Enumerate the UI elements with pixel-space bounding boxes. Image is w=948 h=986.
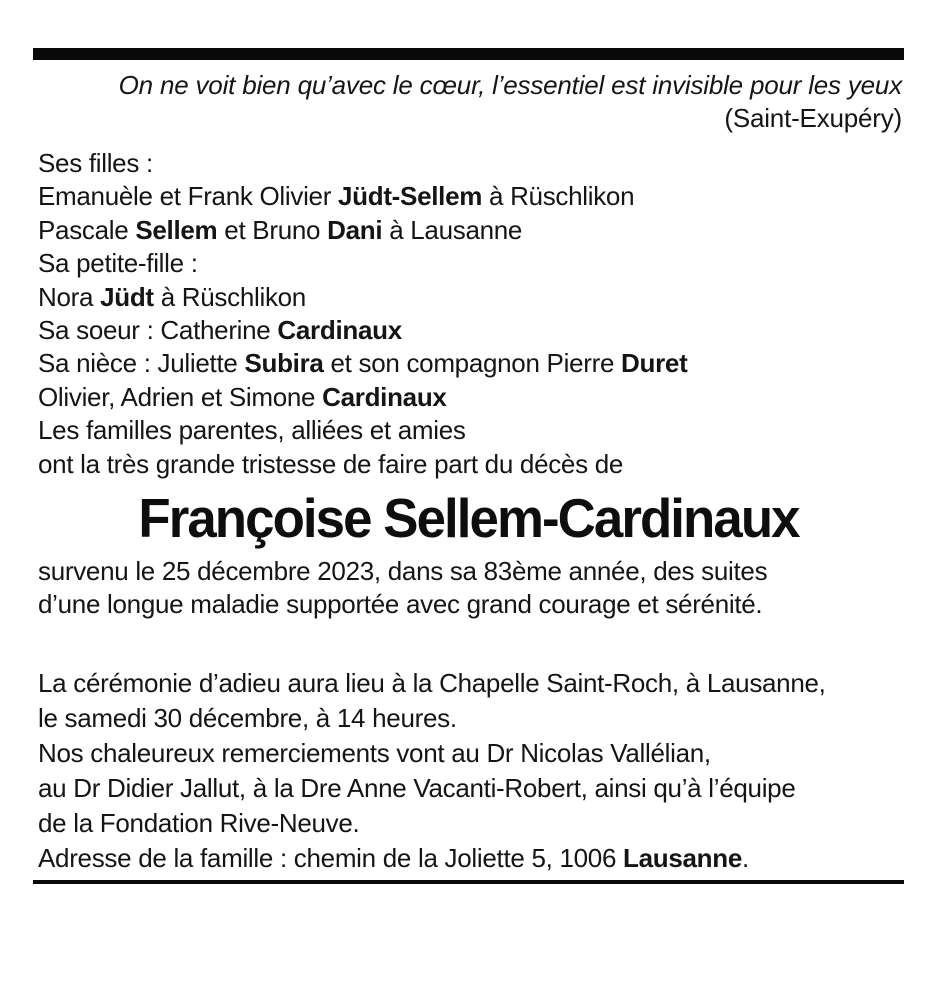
top-rule [33,48,904,60]
text-segment: Pascale [38,214,136,245]
text-segment: Sa petite-fille : [38,248,198,279]
text-segment: Adresse de la famille : chemin de la Joliette 5, 1006 [38,842,624,873]
bottom-rule [33,880,904,884]
text-segment: et Bruno [217,214,328,245]
text-segment: Sa nièce : Juliette [38,348,245,379]
notice-line [38,147,904,180]
notice-line [38,841,904,876]
bold-name-segment: Cardinaux [277,315,402,346]
notice-line [38,347,904,380]
notice-line [38,247,904,280]
notice-line [38,281,904,314]
text-segment: Nora [38,281,101,312]
deceased-name: Françoise Sellem-Cardinaux [138,487,799,550]
text-segment: à Lausanne [382,214,523,245]
notice-line [38,701,904,736]
quote-section [33,69,904,135]
notice-line [38,448,904,481]
text-segment: Ses filles : [38,148,153,178]
text-segment: le samedi 30 décembre, à 14 heures. [38,702,457,733]
text-segment: Les familles parentes, alliées et amies [38,415,466,446]
text-segment: au Dr Didier Jallut, à la Dre Anne Vacanti-Robert, ainsi qu’à l’équipe [38,772,796,803]
bold-name-segment: Cardinaux [322,381,447,412]
text-segment: survenu le 25 décembre 2023, dans sa 83ème année, des suites [38,556,768,587]
text-segment: Olivier, Adrien et Simone [38,381,323,412]
notice-line [38,588,904,621]
text-segment: La cérémonie d’adieu aura lieu à la Chapelle Saint-Roch, à Lausanne, [38,667,826,698]
text-segment: Nos chaleureux remerciements vont au Dr Nicolas Vallélian, [38,737,711,768]
notice-line [38,214,904,247]
bold-name-segment: Lausanne [623,842,742,873]
quote-attribution: (Saint-Exupéry) [724,103,902,133]
notice-line [38,806,904,841]
notice-line [38,666,904,701]
text-segment: à Rüschlikon [153,281,306,312]
notice-line [38,736,904,771]
text-segment: ont la très grande tristesse de faire part du décès de [38,448,624,479]
text-segment: . [742,842,749,873]
bold-name-segment: Duret [621,348,688,379]
obituary-notice [33,48,904,884]
notice-line [38,414,904,447]
text-segment: Sa soeur : Catherine [38,315,278,346]
notice-line [38,314,904,347]
text-segment: à Rüschlikon [482,181,635,212]
bold-name-segment: Jüdt-Sellem [338,181,483,212]
notice-line [38,381,904,414]
memorial-quote: On ne voit bien qu’avec le cœur, l’essentiel est invisible pour les yeux [118,70,902,100]
bold-name-segment: Sellem [135,214,218,245]
notice-line [38,555,904,588]
death-announcement-section [33,555,904,622]
text-segment: et son compagnon Pierre [323,348,622,379]
ceremony-section [33,666,904,876]
notice-line [38,771,904,806]
bold-name-segment: Dani [327,214,383,245]
text-segment: d’une longue maladie supportée avec grand courage et sérénité. [38,589,763,620]
family-section [33,147,904,481]
text-segment: de la Fondation Rive-Neuve. [38,807,360,838]
notice-line [38,180,904,213]
bold-name-segment: Jüdt [100,281,154,312]
text-segment: Emanuèle et Frank Olivier [38,181,338,212]
bold-name-segment: Subira [244,348,324,379]
